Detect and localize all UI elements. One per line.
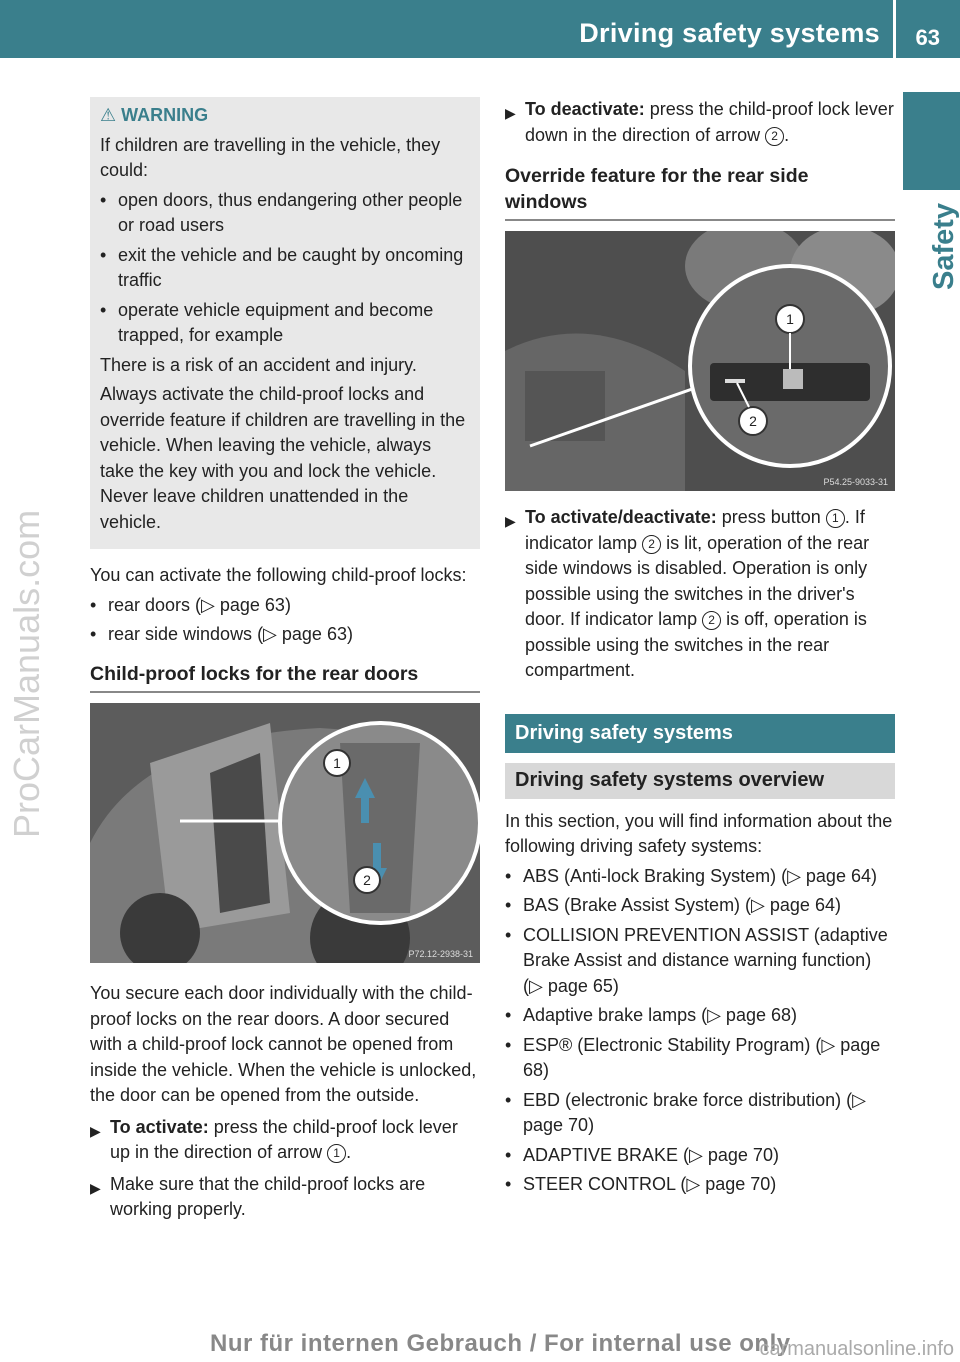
- callout-2: 2: [642, 535, 661, 554]
- window-switch-illustration: [505, 231, 895, 491]
- step-arrow-icon: ▶: [90, 1179, 101, 1196]
- header-separator: [893, 0, 896, 58]
- warning-intro: If children are travelling in the vehicle, they could:: [100, 134, 441, 180]
- instruction-step: ▶ Make sure that the child-proof locks are working properly.: [90, 1172, 480, 1223]
- section-heading: Child-proof locks for the rear doors: [90, 662, 480, 694]
- list-item: • Adaptive brake lamps (▷ page 68): [505, 1005, 797, 1025]
- list-item: • exit the vehicle and be caught by oncoming traffic: [100, 244, 464, 290]
- step-arrow-icon: ▶: [90, 1122, 101, 1139]
- step-arrow-icon: ▶: [505, 105, 516, 121]
- warning-heading: ⚠ WARNING: [100, 105, 209, 125]
- svg-text:1: 1: [786, 311, 794, 327]
- watermark: ProCarManuals.com: [6, 509, 47, 838]
- list-item: • rear doors (▷ page 63): [90, 594, 291, 615]
- list-item: • open doors, thus endangering other people or road users: [100, 189, 463, 235]
- warning-box: [90, 97, 480, 549]
- header-title: Driving safety systems: [579, 18, 880, 48]
- systems-intro: In this section, you will find information about the following driving safety systems:: [505, 810, 893, 856]
- rear-door-photo: [90, 703, 480, 963]
- child-lock-paragraph: You secure each door individually with the child-proof locks on the rear doors. A door secured with a child-proof lock cannot be opened from inside the vehicle. When the vehicle is unlocked, the door can be opened from the outside.: [90, 983, 477, 1105]
- instruction-step: ▶ To activate: press the child-proof lock lever up in the direction of arrow 1 .: [90, 1115, 480, 1166]
- page-number: 63: [915, 25, 940, 50]
- left-column: [90, 97, 480, 1227]
- list-item: • STEER CONTROL (▷ page 70): [505, 1174, 777, 1194]
- list-item: • ABS (Anti-lock Braking System) (▷ page 64): [505, 865, 877, 886]
- instruction-step: ▶ To deactivate: press the child-proof lock lever down in the direction of arrow 2 .: [505, 97, 895, 148]
- footer-site: carmanualsonline.info: [759, 1338, 954, 1360]
- right-column: [505, 97, 895, 1198]
- instruction-step: ▶ To activate/deactivate: press button 1 . If indicator lamp 2 is lit, operation of the rear side windows is disabled. Operation is only possible using the switches in the driver's door. If indicator lamp 2 is off, operation is possible using the switches in the rear compartment.: [505, 505, 895, 684]
- callout-1: 1: [826, 509, 845, 528]
- list-item: • ESP® (Electronic Stability Program) (▷ page 68): [505, 1034, 881, 1080]
- warning-advice: Always activate the child-proof locks and override feature if children are travelling in the vehicle. When leaving the vehicle, always take the key with you and lock the vehicle. Never leave children unattended in the vehicle.: [100, 384, 466, 532]
- child-lock-intro: You can activate the following child-proof locks:: [90, 565, 467, 585]
- rear-door-illustration: [90, 703, 480, 963]
- window-switch-photo: [505, 231, 895, 491]
- list-item: • BAS (Brake Assist System) (▷ page 64): [505, 895, 841, 915]
- warning-risk: There is a risk of an accident and injury.: [100, 354, 417, 375]
- side-label: Safety: [928, 202, 960, 290]
- footer-note: Nur für internen Gebrauch / For internal use only: [210, 1330, 791, 1357]
- page-header: [0, 0, 960, 58]
- svg-text:1: 1: [333, 755, 341, 771]
- section-heading: Override feature for the rear side windows: [505, 164, 895, 221]
- list-item: • operate vehicle equipment and become trapped, for example: [100, 299, 434, 345]
- section-tab: [903, 92, 960, 190]
- list-item: • rear side windows (▷ page 63): [90, 624, 353, 644]
- list-item: • COLLISION PREVENTION ASSIST (adaptive Brake Assist and distance warning function) (▷ page 65): [505, 924, 888, 996]
- svg-text:2: 2: [363, 872, 371, 888]
- warning-icon: ⚠: [100, 105, 122, 125]
- svg-text:2: 2: [749, 413, 757, 429]
- svg-text:P54.25-9033-31: P54.25-9033-31: [823, 477, 888, 487]
- list-item: • EBD (electronic brake force distribution) (▷ page 70): [505, 1089, 866, 1135]
- callout-1: 1: [327, 1144, 346, 1163]
- systems-list: [505, 864, 895, 1198]
- list-item: • ADAPTIVE BRAKE (▷ page 70): [505, 1144, 779, 1165]
- callout-2: 2: [765, 127, 784, 146]
- subsection-title: Driving safety systems overview: [505, 763, 895, 799]
- section-title: Driving safety systems: [505, 714, 895, 754]
- callout-2: 2: [702, 611, 721, 630]
- step-arrow-icon: ▶: [505, 513, 516, 529]
- svg-text:P72.12-2938-31: P72.12-2938-31: [408, 949, 473, 959]
